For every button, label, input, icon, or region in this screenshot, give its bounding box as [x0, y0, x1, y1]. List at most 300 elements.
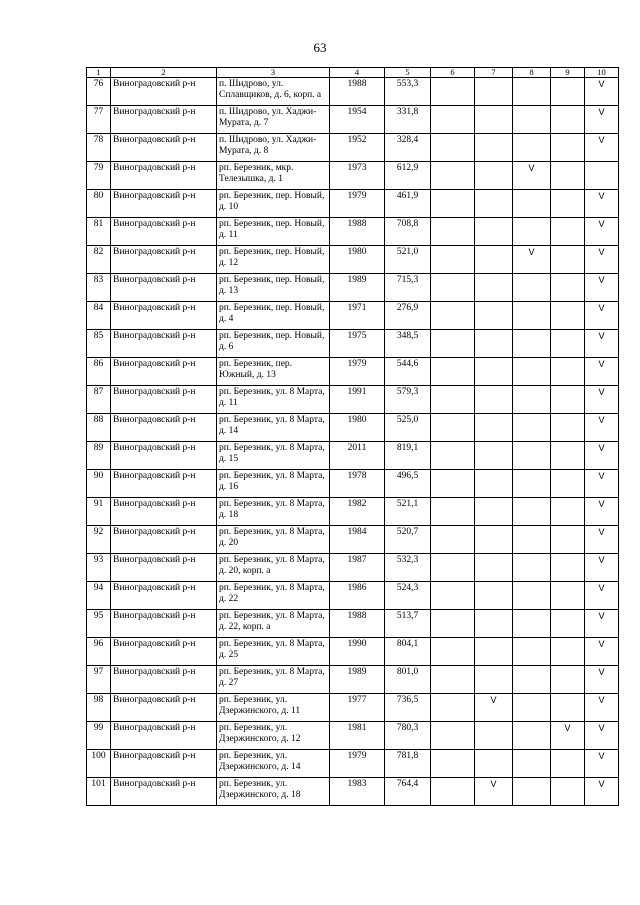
cell-address: рп. Березник, ул. 8 Марта, д. 18 — [217, 498, 330, 526]
cell-col7-mark — [475, 750, 513, 778]
cell-address: рп. Березник, ул. 8 Марта, д. 20, корп. а — [217, 554, 330, 582]
cell-floor-area: 544,6 — [385, 358, 431, 386]
table-body — [87, 68, 619, 806]
cell-col7-mark — [475, 582, 513, 610]
column-number-row — [87, 68, 619, 78]
cell-year-built: 1973 — [330, 162, 385, 190]
cell-col10-mark — [585, 162, 619, 190]
cell-col7-mark — [475, 162, 513, 190]
cell-col9-mark — [551, 470, 585, 498]
cell-col9-mark — [551, 302, 585, 330]
cell-floor-area: 801,0 — [385, 666, 431, 694]
cell-row-number: 86 — [87, 358, 111, 386]
cell-col9-mark — [551, 554, 585, 582]
cell-col10-mark: V — [585, 106, 619, 134]
cell-col9-mark — [551, 442, 585, 470]
cell-col8-mark — [513, 722, 551, 750]
cell-year-built: 1978 — [330, 470, 385, 498]
cell-address: рп. Березник, ул. Дзержинского, д. 12 — [217, 722, 330, 750]
cell-district: Виноградовский р-н — [111, 582, 217, 610]
cell-address: рп. Березник, мкр. Телезышка, д. 1 — [217, 162, 330, 190]
cell-district: Виноградовский р-н — [111, 302, 217, 330]
table-row — [87, 190, 619, 218]
cell-floor-area: 513,7 — [385, 610, 431, 638]
cell-year-built: 1981 — [330, 722, 385, 750]
table-row — [87, 302, 619, 330]
cell-col7-mark — [475, 78, 513, 106]
cell-floor-area: 521,1 — [385, 498, 431, 526]
cell-col8-mark — [513, 638, 551, 666]
cell-col7-mark — [475, 526, 513, 554]
cell-address: п. Шидрово, ул. Сплавщиков, д. 6, корп. а — [217, 78, 330, 106]
cell-row-number: 78 — [87, 134, 111, 162]
cell-col6-mark — [431, 358, 475, 386]
cell-year-built: 1979 — [330, 750, 385, 778]
cell-col8-mark: V — [513, 246, 551, 274]
cell-col9-mark — [551, 666, 585, 694]
cell-col10-mark: V — [585, 470, 619, 498]
cell-col8-mark: V — [513, 162, 551, 190]
cell-address: рп. Березник, пер. Новый, д. 6 — [217, 330, 330, 358]
table-row — [87, 274, 619, 302]
cell-col9-mark — [551, 246, 585, 274]
cell-row-number: 85 — [87, 330, 111, 358]
cell-col8-mark — [513, 330, 551, 358]
cell-floor-area: 764,4 — [385, 778, 431, 806]
table-row — [87, 470, 619, 498]
cell-address: рп. Березник, пер. Новый, д. 13 — [217, 274, 330, 302]
cell-district: Виноградовский р-н — [111, 498, 217, 526]
cell-col10-mark: V — [585, 554, 619, 582]
cell-address: рп. Березник, ул. 8 Марта, д. 27 — [217, 666, 330, 694]
table-row — [87, 610, 619, 638]
cell-col9-mark — [551, 330, 585, 358]
cell-year-built: 1984 — [330, 526, 385, 554]
table-row — [87, 78, 619, 106]
cell-district: Виноградовский р-н — [111, 246, 217, 274]
cell-col9-mark — [551, 498, 585, 526]
cell-year-built: 1980 — [330, 246, 385, 274]
cell-col6-mark — [431, 106, 475, 134]
cell-row-number: 89 — [87, 442, 111, 470]
cell-col6-mark — [431, 526, 475, 554]
cell-col8-mark — [513, 778, 551, 806]
cell-district: Виноградовский р-н — [111, 162, 217, 190]
cell-col7-mark — [475, 134, 513, 162]
cell-col7-mark — [475, 246, 513, 274]
cell-col10-mark: V — [585, 78, 619, 106]
cell-col8-mark — [513, 582, 551, 610]
cell-row-number: 96 — [87, 638, 111, 666]
cell-col8-mark — [513, 386, 551, 414]
cell-col9-mark — [551, 358, 585, 386]
cell-col7-mark — [475, 330, 513, 358]
cell-district: Виноградовский р-н — [111, 330, 217, 358]
cell-col6-mark — [431, 722, 475, 750]
cell-district: Виноградовский р-н — [111, 750, 217, 778]
cell-floor-area: 276,9 — [385, 302, 431, 330]
column-header: 4 — [330, 68, 385, 78]
cell-floor-area: 781,8 — [385, 750, 431, 778]
cell-floor-area: 521,0 — [385, 246, 431, 274]
cell-floor-area: 525,0 — [385, 414, 431, 442]
cell-col7-mark — [475, 442, 513, 470]
table-row — [87, 358, 619, 386]
cell-address: рп. Березник, ул. 8 Марта, д. 25 — [217, 638, 330, 666]
cell-col9-mark — [551, 582, 585, 610]
column-header: 3 — [217, 68, 330, 78]
cell-col10-mark: V — [585, 246, 619, 274]
cell-col9-mark: V — [551, 722, 585, 750]
cell-address: рп. Березник, ул. 8 Марта, д. 22 — [217, 582, 330, 610]
cell-col7-mark — [475, 302, 513, 330]
cell-col10-mark: V — [585, 498, 619, 526]
cell-district: Виноградовский р-н — [111, 386, 217, 414]
cell-floor-area: 331,8 — [385, 106, 431, 134]
cell-year-built: 2011 — [330, 442, 385, 470]
cell-col10-mark: V — [585, 358, 619, 386]
cell-col10-mark: V — [585, 414, 619, 442]
cell-floor-area: 579,3 — [385, 386, 431, 414]
table-row — [87, 722, 619, 750]
cell-col10-mark: V — [585, 526, 619, 554]
cell-col10-mark: V — [585, 330, 619, 358]
cell-floor-area: 819,1 — [385, 442, 431, 470]
table-row — [87, 498, 619, 526]
cell-year-built: 1952 — [330, 134, 385, 162]
column-header: 6 — [431, 68, 475, 78]
cell-col10-mark: V — [585, 218, 619, 246]
table-row — [87, 694, 619, 722]
table-row — [87, 554, 619, 582]
cell-floor-area: 348,5 — [385, 330, 431, 358]
cell-row-number: 87 — [87, 386, 111, 414]
cell-col6-mark — [431, 442, 475, 470]
cell-address: рп. Березник, пер. Южный, д. 13 — [217, 358, 330, 386]
cell-row-number: 99 — [87, 722, 111, 750]
cell-floor-area: 520,7 — [385, 526, 431, 554]
table-row — [87, 778, 619, 806]
cell-district: Виноградовский р-н — [111, 134, 217, 162]
cell-col7-mark — [475, 386, 513, 414]
cell-col9-mark — [551, 610, 585, 638]
table-row — [87, 330, 619, 358]
cell-col6-mark — [431, 554, 475, 582]
cell-row-number: 95 — [87, 610, 111, 638]
cell-year-built: 1975 — [330, 330, 385, 358]
cell-year-built: 1983 — [330, 778, 385, 806]
cell-year-built: 1988 — [330, 78, 385, 106]
cell-address: рп. Березник, ул. 8 Марта, д. 11 — [217, 386, 330, 414]
cell-year-built: 1971 — [330, 302, 385, 330]
cell-col6-mark — [431, 302, 475, 330]
cell-year-built: 1982 — [330, 498, 385, 526]
cell-col7-mark — [475, 638, 513, 666]
cell-col6-mark — [431, 470, 475, 498]
cell-address: рп. Березник, ул. Дзержинского, д. 14 — [217, 750, 330, 778]
cell-col9-mark — [551, 386, 585, 414]
cell-address: рп. Березник, ул. 8 Марта, д. 15 — [217, 442, 330, 470]
table-row — [87, 106, 619, 134]
cell-col6-mark — [431, 750, 475, 778]
cell-address: п. Шидрово, ул. Хаджи-Мурата, д. 7 — [217, 106, 330, 134]
cell-col8-mark — [513, 694, 551, 722]
cell-year-built: 1989 — [330, 274, 385, 302]
cell-col7-mark — [475, 190, 513, 218]
cell-row-number: 98 — [87, 694, 111, 722]
table-row — [87, 666, 619, 694]
cell-row-number: 80 — [87, 190, 111, 218]
cell-row-number: 93 — [87, 554, 111, 582]
cell-district: Виноградовский р-н — [111, 106, 217, 134]
cell-district: Виноградовский р-н — [111, 218, 217, 246]
cell-col10-mark: V — [585, 750, 619, 778]
cell-col10-mark: V — [585, 610, 619, 638]
cell-col8-mark — [513, 498, 551, 526]
table-row — [87, 218, 619, 246]
cell-year-built: 1977 — [330, 694, 385, 722]
cell-year-built: 1988 — [330, 610, 385, 638]
cell-col10-mark: V — [585, 190, 619, 218]
cell-col10-mark: V — [585, 582, 619, 610]
cell-row-number: 100 — [87, 750, 111, 778]
cell-col7-mark — [475, 218, 513, 246]
cell-year-built: 1979 — [330, 190, 385, 218]
cell-floor-area: 708,8 — [385, 218, 431, 246]
cell-floor-area: 715,3 — [385, 274, 431, 302]
cell-col6-mark — [431, 190, 475, 218]
cell-col8-mark — [513, 358, 551, 386]
cell-floor-area: 553,3 — [385, 78, 431, 106]
table-row — [87, 134, 619, 162]
cell-address: рп. Березник, ул. 8 Марта, д. 22, корп. а — [217, 610, 330, 638]
cell-district: Виноградовский р-н — [111, 526, 217, 554]
cell-district: Виноградовский р-н — [111, 722, 217, 750]
cell-col6-mark — [431, 330, 475, 358]
cell-col8-mark — [513, 610, 551, 638]
cell-row-number: 77 — [87, 106, 111, 134]
cell-col9-mark — [551, 414, 585, 442]
cell-district: Виноградовский р-н — [111, 666, 217, 694]
cell-row-number: 101 — [87, 778, 111, 806]
cell-col7-mark — [475, 554, 513, 582]
cell-col7-mark — [475, 106, 513, 134]
cell-col6-mark — [431, 694, 475, 722]
column-header: 2 — [111, 68, 217, 78]
cell-col7-mark — [475, 498, 513, 526]
cell-address: рп. Березник, пер. Новый, д. 11 — [217, 218, 330, 246]
table-row — [87, 526, 619, 554]
column-header: 10 — [585, 68, 619, 78]
cell-district: Виноградовский р-н — [111, 358, 217, 386]
cell-col8-mark — [513, 218, 551, 246]
cell-year-built: 1986 — [330, 582, 385, 610]
cell-col8-mark — [513, 750, 551, 778]
cell-row-number: 88 — [87, 414, 111, 442]
cell-col9-mark — [551, 526, 585, 554]
cell-col9-mark — [551, 274, 585, 302]
cell-col8-mark — [513, 190, 551, 218]
cell-address: рп. Березник, ул. 8 Марта, д. 14 — [217, 414, 330, 442]
cell-district: Виноградовский р-н — [111, 414, 217, 442]
table-row — [87, 246, 619, 274]
cell-col10-mark: V — [585, 778, 619, 806]
cell-col6-mark — [431, 666, 475, 694]
cell-col6-mark — [431, 218, 475, 246]
cell-col6-mark — [431, 386, 475, 414]
cell-address: рп. Березник, пер. Новый, д. 10 — [217, 190, 330, 218]
cell-row-number: 84 — [87, 302, 111, 330]
cell-address: п. Шидрово, ул. Хаджи-Мурата, д. 8 — [217, 134, 330, 162]
cell-col7-mark — [475, 470, 513, 498]
cell-district: Виноградовский р-н — [111, 610, 217, 638]
cell-col10-mark: V — [585, 666, 619, 694]
column-header: 1 — [87, 68, 111, 78]
cell-col9-mark — [551, 778, 585, 806]
cell-col9-mark — [551, 190, 585, 218]
cell-col8-mark — [513, 470, 551, 498]
cell-address: рп. Березник, пер. Новый, д. 12 — [217, 246, 330, 274]
cell-col6-mark — [431, 610, 475, 638]
cell-col7-mark: V — [475, 778, 513, 806]
cell-floor-area: 328,4 — [385, 134, 431, 162]
cell-year-built: 1990 — [330, 638, 385, 666]
table-row — [87, 750, 619, 778]
cell-col7-mark: V — [475, 694, 513, 722]
cell-col9-mark — [551, 162, 585, 190]
cell-col9-mark — [551, 750, 585, 778]
cell-col9-mark — [551, 78, 585, 106]
cell-col8-mark — [513, 414, 551, 442]
cell-district: Виноградовский р-н — [111, 274, 217, 302]
cell-col6-mark — [431, 638, 475, 666]
cell-col6-mark — [431, 778, 475, 806]
cell-col10-mark: V — [585, 442, 619, 470]
cell-col7-mark — [475, 274, 513, 302]
cell-row-number: 91 — [87, 498, 111, 526]
cell-col7-mark — [475, 722, 513, 750]
cell-row-number: 83 — [87, 274, 111, 302]
cell-col6-mark — [431, 274, 475, 302]
cell-col8-mark — [513, 442, 551, 470]
cell-district: Виноградовский р-н — [111, 470, 217, 498]
cell-floor-area: 780,3 — [385, 722, 431, 750]
cell-district: Виноградовский р-н — [111, 694, 217, 722]
cell-floor-area: 612,9 — [385, 162, 431, 190]
cell-floor-area: 461,9 — [385, 190, 431, 218]
cell-row-number: 90 — [87, 470, 111, 498]
cell-row-number: 97 — [87, 666, 111, 694]
cell-col10-mark: V — [585, 638, 619, 666]
cell-floor-area: 524,3 — [385, 582, 431, 610]
cell-year-built: 1991 — [330, 386, 385, 414]
table-row — [87, 638, 619, 666]
cell-row-number: 79 — [87, 162, 111, 190]
cell-floor-area: 804,1 — [385, 638, 431, 666]
cell-col9-mark — [551, 218, 585, 246]
cell-col6-mark — [431, 78, 475, 106]
cell-year-built: 1988 — [330, 218, 385, 246]
cell-row-number: 92 — [87, 526, 111, 554]
cell-address: рп. Березник, ул. Дзержинского, д. 11 — [217, 694, 330, 722]
cell-col8-mark — [513, 526, 551, 554]
cell-col9-mark — [551, 694, 585, 722]
cell-year-built: 1989 — [330, 666, 385, 694]
cell-col10-mark: V — [585, 722, 619, 750]
table-row — [87, 162, 619, 190]
cell-district: Виноградовский р-н — [111, 190, 217, 218]
cell-col6-mark — [431, 246, 475, 274]
cell-col10-mark: V — [585, 274, 619, 302]
cell-address: рп. Березник, пер. Новый, д. 4 — [217, 302, 330, 330]
column-header: 9 — [551, 68, 585, 78]
cell-col6-mark — [431, 162, 475, 190]
cell-col7-mark — [475, 414, 513, 442]
cell-row-number: 82 — [87, 246, 111, 274]
column-header: 7 — [475, 68, 513, 78]
cell-address: рп. Березник, ул. 8 Марта, д. 20 — [217, 526, 330, 554]
table-row — [87, 414, 619, 442]
cell-col8-mark — [513, 554, 551, 582]
cell-col6-mark — [431, 414, 475, 442]
cell-district: Виноградовский р-н — [111, 778, 217, 806]
cell-col10-mark: V — [585, 134, 619, 162]
cell-floor-area: 496,5 — [385, 470, 431, 498]
housing-register-table — [86, 67, 619, 806]
cell-row-number: 76 — [87, 78, 111, 106]
cell-floor-area: 736,5 — [385, 694, 431, 722]
cell-col10-mark: V — [585, 302, 619, 330]
cell-col9-mark — [551, 638, 585, 666]
cell-col10-mark: V — [585, 694, 619, 722]
column-header: 5 — [385, 68, 431, 78]
cell-row-number: 81 — [87, 218, 111, 246]
cell-year-built: 1980 — [330, 414, 385, 442]
cell-col6-mark — [431, 134, 475, 162]
cell-district: Виноградовский р-н — [111, 78, 217, 106]
cell-row-number: 94 — [87, 582, 111, 610]
cell-year-built: 1954 — [330, 106, 385, 134]
cell-col8-mark — [513, 78, 551, 106]
cell-address: рп. Березник, ул. 8 Марта, д. 16 — [217, 470, 330, 498]
page-number: 63 — [313, 40, 327, 55]
cell-col10-mark: V — [585, 386, 619, 414]
cell-col7-mark — [475, 610, 513, 638]
cell-col7-mark — [475, 358, 513, 386]
cell-col9-mark — [551, 106, 585, 134]
cell-col6-mark — [431, 498, 475, 526]
cell-col8-mark — [513, 274, 551, 302]
cell-col8-mark — [513, 302, 551, 330]
table-row — [87, 582, 619, 610]
column-header: 8 — [513, 68, 551, 78]
cell-address: рп. Березник, ул. Дзержинского, д. 18 — [217, 778, 330, 806]
cell-col6-mark — [431, 582, 475, 610]
cell-year-built: 1987 — [330, 554, 385, 582]
table-row — [87, 386, 619, 414]
cell-col9-mark — [551, 134, 585, 162]
table-row — [87, 442, 619, 470]
cell-col8-mark — [513, 666, 551, 694]
cell-district: Виноградовский р-н — [111, 442, 217, 470]
cell-col8-mark — [513, 134, 551, 162]
cell-col8-mark — [513, 106, 551, 134]
cell-district: Виноградовский р-н — [111, 554, 217, 582]
cell-col7-mark — [475, 666, 513, 694]
cell-floor-area: 532,3 — [385, 554, 431, 582]
cell-year-built: 1979 — [330, 358, 385, 386]
cell-district: Виноградовский р-н — [111, 638, 217, 666]
